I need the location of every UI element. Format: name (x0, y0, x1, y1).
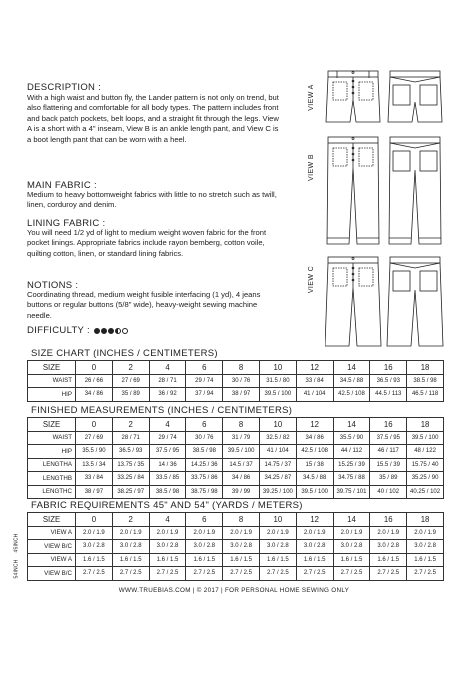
table-cell: 33.75 / 86 (186, 472, 223, 486)
table-cell: 30 / 76 (186, 431, 223, 445)
table-cell: 2.7 / 2.5 (259, 567, 296, 581)
table-cell: 1.6 / 1.5 (407, 553, 444, 567)
size-column-header: 12 (296, 513, 333, 527)
size-column-header: 16 (370, 361, 407, 375)
table-cell: 28 / 71 (112, 431, 149, 445)
difficulty-dot-half (115, 328, 121, 334)
table-cell: 30 / 76 (223, 374, 260, 388)
garment-illustrations (325, 68, 445, 348)
table-cell: 13.5 / 34 (76, 458, 113, 472)
table-row (28, 388, 444, 402)
table-cell: 36.5 / 93 (370, 374, 407, 388)
table-cell: 2.7 / 2.5 (149, 567, 186, 581)
difficulty-dot-empty (122, 328, 128, 334)
table-cell: 1.6 / 1.5 (223, 553, 260, 567)
table-cell: 33.5 / 85 (149, 472, 186, 486)
size-chart-table (27, 360, 444, 402)
size-column-header: 4 (149, 361, 186, 375)
finished-measurements-title: FINISHED MEASUREMENTS (INCHES / CENTIMETERS) (31, 405, 293, 416)
table-cell: 2.0 / 1.9 (296, 526, 333, 540)
difficulty-dot-filled (94, 328, 100, 334)
table-cell: 14 / 36 (149, 458, 186, 472)
size-column-header: 6 (186, 418, 223, 432)
table-cell: 2.7 / 2.5 (296, 567, 333, 581)
table-cell: 44 / 112 (333, 445, 370, 459)
size-header-cell: SIZE (28, 361, 76, 375)
table-cell: 2.0 / 1.9 (186, 526, 223, 540)
size-column-header: 4 (149, 418, 186, 432)
table-cell: 34.75 / 88 (333, 472, 370, 486)
table-cell: 14.25 / 36 (186, 458, 223, 472)
table-cell: 38.5 / 98 (407, 374, 444, 388)
description-title: DESCRIPTION : (27, 82, 102, 93)
table-cell: 26 / 66 (76, 374, 113, 388)
table-row (28, 431, 444, 445)
description-text: With a high waist and button fly, the Lander pattern is not only on trend, but also flattering and comfortable for all body types. The pattern includes front and back patch pockets, belt loops, and a straight fit through the legs. View A is a short with a 4" inseam, View B is an ankle length pant, and View C is a boot length pant that can be worn with a heel. (27, 93, 279, 144)
difficulty-rating (27, 325, 128, 336)
table-cell: 38.25 / 97 (112, 485, 149, 499)
table-cell: 3.0 / 2.8 (112, 540, 149, 554)
table-cell: 38.75 / 98 (186, 485, 223, 499)
table-cell: 1.6 / 1.5 (186, 553, 223, 567)
row-label: VIEW B/C (28, 540, 76, 554)
main-fabric-text: Medium to heavy bottomweight fabrics with little to no stretch such as twill, linen, corduroy and denim. (27, 190, 277, 210)
table-cell: 2.0 / 1.9 (370, 526, 407, 540)
table-cell: 2.7 / 2.5 (112, 567, 149, 581)
table-cell: 28 / 71 (149, 374, 186, 388)
size-column-header: 0 (76, 361, 113, 375)
table-cell: 15.75 / 40 (407, 458, 444, 472)
table-cell: 2.7 / 2.5 (76, 567, 113, 581)
finished-measurements-table (27, 417, 444, 499)
table-cell: 39.5 / 100 (296, 485, 333, 499)
fabric-requirements-title: FABRIC REQUIREMENTS 45" AND 54" (YARDS / METERS) (31, 500, 303, 511)
table-cell: 29 / 74 (149, 431, 186, 445)
table-cell: 2.0 / 1.9 (112, 526, 149, 540)
row-label: VIEW B/C (28, 567, 76, 581)
size-column-header: 8 (223, 361, 260, 375)
difficulty-dot-filled (108, 328, 114, 334)
table-cell: 3.0 / 2.8 (186, 540, 223, 554)
table-cell: 34 / 86 (223, 472, 260, 486)
table-cell: 39.25 / 100 (259, 485, 296, 499)
view-c-back-pants-illustration (387, 257, 443, 346)
table-cell: 2.0 / 1.9 (259, 526, 296, 540)
table-cell: 34.5 / 88 (333, 374, 370, 388)
table-cell: 1.6 / 1.5 (296, 553, 333, 567)
table-cell: 40 / 102 (370, 485, 407, 499)
size-column-header: 6 (186, 361, 223, 375)
row-label: LENGTHC (28, 485, 76, 499)
table-cell: 13.75 / 35 (112, 458, 149, 472)
table-cell: 1.6 / 1.5 (259, 553, 296, 567)
table-cell: 33 / 84 (296, 374, 333, 388)
table-cell: 27 / 69 (76, 431, 113, 445)
size-header-cell: SIZE (28, 418, 76, 432)
table-cell: 15 / 38 (296, 458, 333, 472)
size-column-header: 2 (112, 513, 149, 527)
table-cell: 2.7 / 2.5 (223, 567, 260, 581)
table-cell: 34.25 / 87 (259, 472, 296, 486)
table-cell: 14.5 / 37 (223, 458, 260, 472)
table-cell: 3.0 / 2.8 (223, 540, 260, 554)
table-header-row (28, 361, 444, 375)
view-b-front-pants-illustration (327, 137, 379, 244)
table-cell: 14.75 / 37 (259, 458, 296, 472)
table-cell: 44.5 / 113 (370, 388, 407, 402)
table-cell: 37.5 / 95 (149, 445, 186, 459)
table-cell: 15.25 / 39 (333, 458, 370, 472)
table-cell: 37 / 94 (186, 388, 223, 402)
size-column-header: 8 (223, 418, 260, 432)
side-label-54inch: 54INCH (13, 559, 20, 579)
table-cell: 2.0 / 1.9 (149, 526, 186, 540)
view-c-label: VIEW C (308, 265, 316, 294)
table-cell: 38 / 97 (223, 388, 260, 402)
size-column-header: 14 (333, 418, 370, 432)
table-cell: 1.6 / 1.5 (333, 553, 370, 567)
row-label: VIEW A (28, 553, 76, 567)
table-cell: 31.5 / 80 (259, 374, 296, 388)
difficulty-dots (94, 328, 128, 334)
table-cell: 2.7 / 2.5 (370, 567, 407, 581)
table-row (28, 445, 444, 459)
table-cell: 1.6 / 1.5 (112, 553, 149, 567)
table-cell: 1.6 / 1.5 (149, 553, 186, 567)
table-cell: 39 / 99 (223, 485, 260, 499)
row-label: WAIST (28, 431, 76, 445)
size-column-header: 10 (259, 361, 296, 375)
table-row (28, 472, 444, 486)
table-cell: 36.5 / 93 (112, 445, 149, 459)
table-cell: 39.75 / 101 (333, 485, 370, 499)
view-b-back-pants-illustration (389, 137, 441, 244)
table-cell: 35 / 89 (112, 388, 149, 402)
view-a-label: VIEW A (307, 84, 315, 111)
table-header-row (28, 513, 444, 527)
table-row (28, 553, 444, 567)
table-cell: 2.0 / 1.9 (407, 526, 444, 540)
table-cell: 40.25 / 102 (407, 485, 444, 499)
table-row (28, 540, 444, 554)
table-cell: 3.0 / 2.8 (149, 540, 186, 554)
table-cell: 3.0 / 2.8 (407, 540, 444, 554)
table-row (28, 485, 444, 499)
table-cell: 38.5 / 98 (149, 485, 186, 499)
table-cell: 2.0 / 1.9 (333, 526, 370, 540)
footer-text: WWW.TRUEBIAS.COM | © 2017 | FOR PERSONAL HOME SEWING ONLY (118, 587, 350, 594)
size-column-header: 4 (149, 513, 186, 527)
table-cell: 2.7 / 2.5 (186, 567, 223, 581)
row-label: HIP (28, 445, 76, 459)
size-column-header: 8 (223, 513, 260, 527)
size-column-header: 18 (407, 418, 444, 432)
size-column-header: 14 (333, 513, 370, 527)
row-label: VIEW A (28, 526, 76, 540)
view-a-front-shorts-illustration (326, 71, 380, 122)
table-cell: 29 / 74 (186, 374, 223, 388)
size-column-header: 18 (407, 361, 444, 375)
size-column-header: 0 (76, 513, 113, 527)
table-cell: 46.5 / 118 (407, 388, 444, 402)
table-cell: 34.5 / 88 (296, 472, 333, 486)
size-column-header: 12 (296, 418, 333, 432)
lining-fabric-title: LINING FABRIC : (27, 218, 106, 229)
table-cell: 33.25 / 84 (112, 472, 149, 486)
table-cell: 36 / 92 (149, 388, 186, 402)
size-column-header: 2 (112, 361, 149, 375)
table-cell: 41 / 104 (259, 445, 296, 459)
table-cell: 35 / 89 (370, 472, 407, 486)
table-cell: 46 / 117 (370, 445, 407, 459)
table-cell: 3.0 / 2.8 (333, 540, 370, 554)
size-column-header: 0 (76, 418, 113, 432)
table-cell: 2.0 / 1.9 (76, 526, 113, 540)
notions-text: Coordinating thread, medium weight fusible interfacing (1 yd), 4 jeans buttons or regular buttons (5/8" wide), heavy-weight sewing machine needle. (27, 290, 261, 320)
table-row (28, 526, 444, 540)
size-header-cell: SIZE (28, 513, 76, 527)
size-column-header: 14 (333, 361, 370, 375)
table-cell: 34 / 86 (296, 431, 333, 445)
table-cell: 2.7 / 2.5 (333, 567, 370, 581)
table-cell: 35.5 / 90 (333, 431, 370, 445)
table-cell: 15.5 / 39 (370, 458, 407, 472)
table-cell: 32.5 / 82 (259, 431, 296, 445)
main-fabric-title: MAIN FABRIC : (27, 180, 97, 191)
size-column-header: 12 (296, 361, 333, 375)
table-cell: 42.5 / 108 (333, 388, 370, 402)
table-cell: 35.5 / 90 (76, 445, 113, 459)
view-b-label: VIEW B (307, 154, 315, 181)
table-cell: 39.5 / 100 (407, 431, 444, 445)
table-cell: 33 / 84 (76, 472, 113, 486)
size-column-header: 18 (407, 513, 444, 527)
table-cell: 39.5 / 100 (259, 388, 296, 402)
table-row (28, 567, 444, 581)
table-cell: 34 / 86 (76, 388, 113, 402)
difficulty-dot-filled (101, 328, 107, 334)
table-cell: 1.6 / 1.5 (76, 553, 113, 567)
fabric-requirements-table (27, 512, 444, 581)
view-c-front-pants-illustration (325, 257, 381, 346)
size-column-header: 2 (112, 418, 149, 432)
lining-fabric-text: You will need 1/2 yd of light to medium weight woven fabric for the front pocket linings. Appropriate fabrics include rayon bemberg, cotton voile, quilting cotton, linen, or standard lining fabrics. (27, 228, 267, 258)
size-column-header: 6 (186, 513, 223, 527)
side-label-45inch: 45INCH (13, 533, 20, 553)
table-cell: 41 / 104 (296, 388, 333, 402)
table-cell: 3.0 / 2.8 (76, 540, 113, 554)
table-cell: 3.0 / 2.8 (259, 540, 296, 554)
table-cell: 31 / 79 (223, 431, 260, 445)
row-label: HIP (28, 388, 76, 402)
size-column-header: 16 (370, 418, 407, 432)
table-cell: 48 / 122 (407, 445, 444, 459)
size-column-header: 16 (370, 513, 407, 527)
row-label: WAIST (28, 374, 76, 388)
row-label: LENGTHA (28, 458, 76, 472)
view-a-back-shorts-illustration (388, 71, 442, 122)
difficulty-label: DIFFICULTY : (27, 325, 90, 336)
notions-title: NOTIONS : (27, 280, 79, 291)
table-cell: 42.5 / 108 (296, 445, 333, 459)
size-column-header: 10 (259, 418, 296, 432)
size-chart-title: SIZE CHART (INCHES / CENTIMETERS) (31, 348, 218, 359)
table-cell: 2.7 / 2.5 (407, 567, 444, 581)
table-row (28, 374, 444, 388)
table-cell: 39.5 / 100 (223, 445, 260, 459)
size-column-header: 10 (259, 513, 296, 527)
table-cell: 38 / 97 (76, 485, 113, 499)
table-cell: 1.6 / 1.5 (370, 553, 407, 567)
table-cell: 2.0 / 1.9 (223, 526, 260, 540)
table-cell: 3.0 / 2.8 (370, 540, 407, 554)
table-cell: 3.0 / 2.8 (296, 540, 333, 554)
table-header-row (28, 418, 444, 432)
table-cell: 37.5 / 95 (370, 431, 407, 445)
table-cell: 27 / 69 (112, 374, 149, 388)
table-cell: 38.5 / 98 (186, 445, 223, 459)
table-cell: 35.25 / 90 (407, 472, 444, 486)
row-label: LENGTHB (28, 472, 76, 486)
table-row (28, 458, 444, 472)
